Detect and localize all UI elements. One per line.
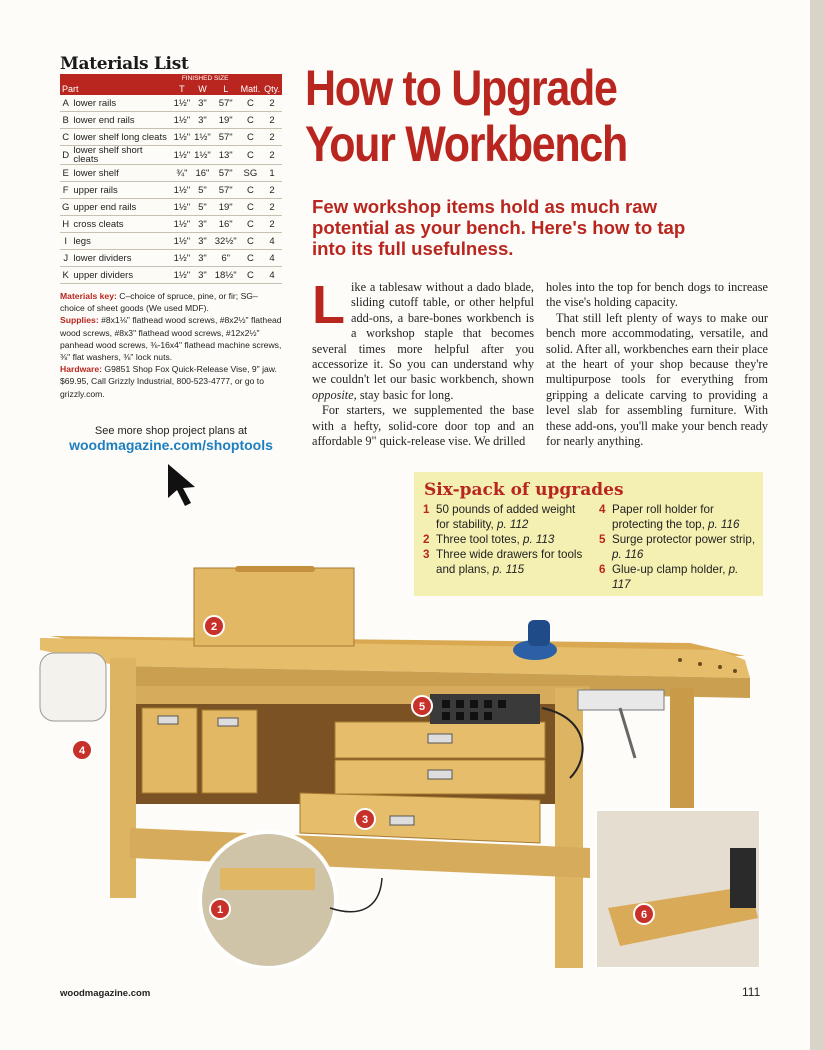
workbench-illustration [30, 548, 760, 968]
materials-row [60, 165, 282, 182]
header-qty: Qty. [264, 83, 280, 94]
paragraph-2: For starters, we supplemented the base with a hefty, solid-core door top and an affordable 9" quick-release vise. We drilled [312, 403, 534, 449]
thickness: 1½" [172, 216, 193, 233]
thickness: 1½" [172, 233, 193, 250]
upgrade-page: p. 112 [497, 518, 529, 531]
thickness: 1½" [172, 112, 193, 129]
thickness: 1½" [172, 199, 193, 216]
part-letter: H [60, 216, 71, 233]
key-label: Materials key: [60, 291, 117, 301]
shoptools-link[interactable]: woodmagazine.com/shoptools [69, 437, 273, 453]
width: 1½" [192, 146, 213, 165]
part-name: lower shelf [71, 165, 171, 182]
part-letter: C [60, 129, 71, 146]
materials-row [60, 112, 282, 129]
quantity: 2 [262, 182, 282, 199]
material: C [239, 129, 263, 146]
part-name: upper end rails [71, 199, 171, 216]
materials-row [60, 129, 282, 146]
material: C [239, 250, 263, 267]
leg-right-back [670, 688, 694, 808]
materials-row [60, 250, 282, 267]
page-number: 111 [742, 985, 761, 999]
material: C [239, 216, 263, 233]
materials-notes [60, 290, 282, 400]
part-name: upper rails [71, 182, 171, 199]
part-name: lower shelf short cleats [71, 146, 171, 165]
header-part: Part [60, 82, 172, 95]
upgrade-item [416, 502, 591, 532]
callout-1-label: 1 [216, 904, 224, 916]
part-letter: B [60, 112, 71, 129]
thickness: ¾" [172, 165, 193, 182]
part-letter: K [60, 267, 71, 284]
title-line-2: Your Workbench [305, 116, 628, 172]
material: C [239, 95, 263, 112]
material: C [239, 112, 263, 129]
facing-page-edge [810, 0, 824, 1050]
materials-row [60, 216, 282, 233]
width: 5" [192, 199, 213, 216]
hardware-text: G9851 Shop Fox Quick-Release Vise, 9" jaw. $69.95, Call Grizzly Industrial, 800-523-4777, or go to grizzly.com. [60, 364, 277, 399]
quantity: 4 [262, 233, 282, 250]
quantity: 2 [262, 129, 282, 146]
part-letter: I [60, 233, 71, 250]
callout-2-label: 2 [210, 621, 218, 633]
upgrade-page: p. 116 [612, 548, 644, 561]
callout-6-label: 6 [640, 909, 648, 921]
width: 3" [192, 112, 213, 129]
length: 13" [213, 146, 239, 165]
upgrade-number: 3 [423, 548, 430, 561]
part-letter: A [60, 95, 71, 112]
drawer-3-open [300, 793, 540, 843]
paragraph-4: That still left plenty of ways to make our bench more accommodating, versatile, and solid. After all, workbenches earn their place at the heart of your shop because they're multipurpose tools for everything from gripping a delicate carving to providing a level slab for assembling furniture. With these add-ons, you'll make your bench ready for nearly anything. [546, 310, 768, 449]
leg-left [110, 658, 136, 898]
length: 57" [213, 129, 239, 146]
upgrade-text: Three wide drawers for tools and plans, [436, 548, 583, 576]
more-plans-text: See more shop project plans at [94, 425, 248, 437]
material: C [239, 267, 263, 284]
quantity: 4 [262, 267, 282, 284]
width: 1½" [192, 129, 213, 146]
quick-release-vise [578, 690, 664, 710]
part-name: cross cleats [71, 216, 171, 233]
material: C [239, 182, 263, 199]
quantity: 2 [262, 95, 282, 112]
materials-row [60, 182, 282, 199]
length: 57" [213, 95, 239, 112]
footer-site: woodmagazine.com [60, 988, 151, 999]
upgrade-number: 6 [599, 563, 606, 576]
part-name: lower dividers [71, 250, 171, 267]
length: 19" [213, 199, 239, 216]
upgrade-text: Paper roll holder for protecting the top, [612, 503, 714, 531]
material: C [239, 146, 263, 165]
upgrade-number: 1 [423, 503, 430, 516]
materials-list [60, 54, 282, 400]
materials-row [60, 199, 282, 216]
upgrade-number: 4 [599, 503, 606, 516]
part-letter: E [60, 165, 71, 182]
tote-handle [235, 566, 315, 572]
supplies-text: #8x1⅛" flathead wood screws, #8x2½" flathead wood screws, #8x3" flathead wood screws, #12x2½" panhead wood screws, ⅜-16x4" flathead machine screws, ⅜" flat washers, ⅜" lock nuts. [60, 315, 282, 363]
thickness: 1½" [172, 95, 193, 112]
header-l: L [213, 82, 239, 95]
width: 5" [192, 182, 213, 199]
header-matl: Matl. [240, 83, 261, 94]
upgrade-text: Three tool totes, [436, 533, 523, 546]
upgrade-item [416, 532, 591, 547]
thickness: 1½" [172, 267, 193, 284]
paragraph-1: Like a tablesaw without a dado blade, sliding cutoff table, or other helpful add-ons, a bare-bones workbench is a workshop staple that becomes several times more helpful after you accessorize it. So you can understand why we couldn't let our basic workbench, shown opposite, stay basic for long. [312, 275, 534, 402]
tote-1-label [158, 716, 178, 724]
vise-handle [620, 708, 635, 758]
materials-row [60, 267, 282, 284]
length: 57" [213, 165, 239, 182]
part-letter: J [60, 250, 71, 267]
thickness: 1½" [172, 146, 193, 165]
body-column-1 [312, 275, 534, 449]
length: 18½" [213, 267, 239, 284]
width: 16" [192, 165, 213, 182]
material: SG [239, 165, 263, 182]
paper-roll [40, 653, 106, 721]
callout-3-label: 3 [361, 814, 369, 826]
detail-inset-board [220, 868, 315, 890]
upgrade-text: Surge protector power strip, [612, 533, 756, 546]
materials-row [60, 95, 282, 112]
part-letter: D [60, 146, 71, 165]
upgrade-number: 2 [423, 533, 430, 546]
quantity: 4 [262, 250, 282, 267]
header-w: W [192, 82, 213, 95]
supplies-label: Supplies: [60, 315, 99, 326]
paragraph-3: holes into the top for bench dogs to increase the vise's holding capacity. [546, 280, 768, 310]
part-name: lower rails [71, 95, 171, 112]
materials-row [60, 146, 282, 165]
materials-list-title: Materials List [60, 54, 189, 74]
cursor-arrow-icon [165, 462, 205, 510]
opposite-reference: opposite, [312, 387, 357, 402]
upgrade-page: p. 113 [523, 533, 555, 546]
thickness: 1½" [172, 250, 193, 267]
part-name: upper dividers [71, 267, 171, 284]
tote-2-label [218, 718, 238, 726]
upgrade-number: 5 [599, 533, 606, 546]
part-letter: G [60, 199, 71, 216]
upgrade-text: 50 pounds of added weight for stability, [436, 503, 576, 531]
width: 3" [192, 233, 213, 250]
materials-row [60, 233, 282, 250]
callout-5-label: 5 [418, 701, 426, 713]
width: 3" [192, 216, 213, 233]
thickness: 1½" [172, 129, 193, 146]
callout-4-label: 4 [78, 745, 86, 757]
key-text: C–choice of spruce, pine, or fir; SG–choice of sheet goods (We used MDF). [60, 291, 258, 314]
materials-header-row [60, 82, 282, 95]
article-deck: Few workshop items hold as much raw potential as your bench. Here's how to tap into its full usefulness. [312, 196, 686, 259]
length: 57" [213, 182, 239, 199]
quantity: 2 [262, 216, 282, 233]
upgrade-text: Glue-up clamp holder, [612, 563, 729, 576]
part-name: legs [71, 233, 171, 250]
upgrade-page: p. 116 [708, 518, 740, 531]
sander-body [528, 620, 550, 646]
title-line-1: How to Upgrade [305, 60, 617, 116]
thickness: 1½" [172, 182, 193, 199]
quantity: 2 [262, 199, 282, 216]
length: 6" [213, 250, 239, 267]
length: 16" [213, 216, 239, 233]
width: 3" [192, 267, 213, 284]
upgrade-page: p. 117 [612, 563, 739, 591]
header-t: T [172, 82, 193, 95]
material: C [239, 199, 263, 216]
quantity: 2 [262, 146, 282, 165]
material: C [239, 233, 263, 250]
more-plans-promo [60, 424, 282, 452]
part-name: lower end rails [71, 112, 171, 129]
length: 32½" [213, 233, 239, 250]
width: 3" [192, 250, 213, 267]
quantity: 2 [262, 112, 282, 129]
materials-table [60, 74, 282, 284]
hardware-label: Hardware: [60, 364, 103, 375]
part-letter: F [60, 182, 71, 199]
part-name: lower shelf long cleats [71, 129, 171, 146]
six-pack-title: Six-pack of upgrades [424, 480, 624, 500]
article-title [305, 60, 632, 172]
upgrade-item [592, 502, 760, 532]
finished-size-label: FINISHED SIZE [172, 74, 239, 82]
length: 19" [213, 112, 239, 129]
drop-cap: L [312, 275, 345, 335]
width: 3" [192, 95, 213, 112]
woodworker [730, 848, 756, 908]
body-column-2 [546, 280, 768, 449]
upgrade-page: p. 115 [492, 563, 525, 576]
quantity: 1 [262, 165, 282, 182]
